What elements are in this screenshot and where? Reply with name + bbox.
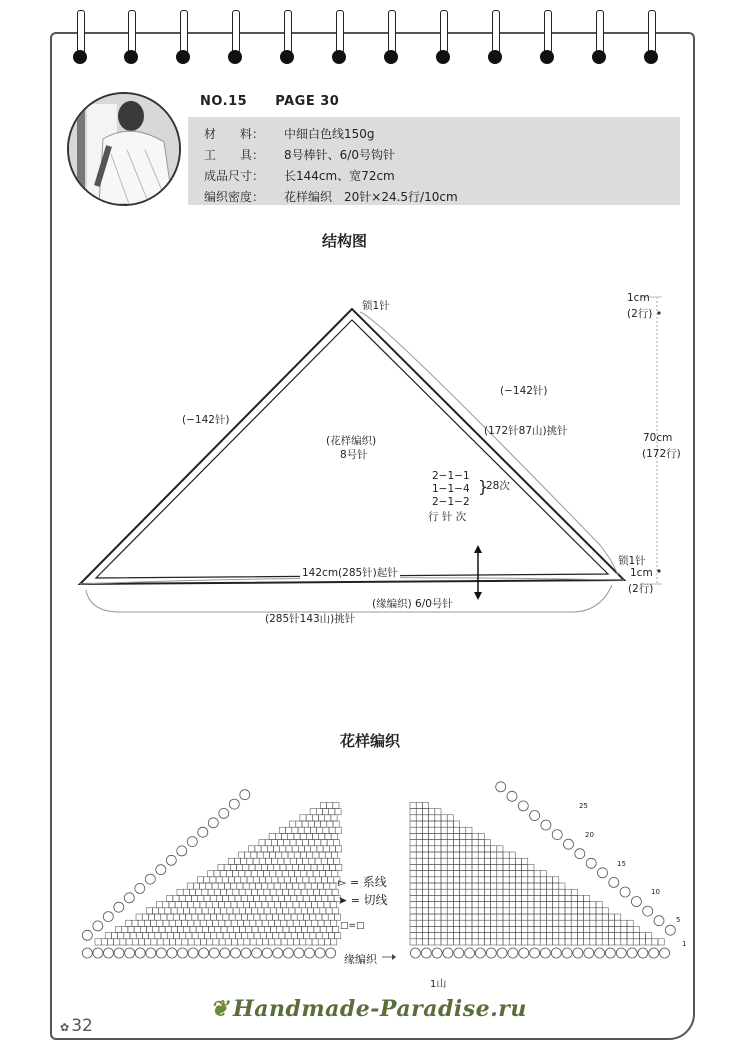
right-chain-label: 锁1针 <box>618 555 646 567</box>
decrease-row-3: 2−1−2 <box>432 496 470 508</box>
center-label-1: (花样编织) <box>326 435 377 447</box>
spec-material: 材 料： 中细白色线150g <box>204 127 375 141</box>
row-mark-1: 1 <box>682 940 687 948</box>
page-number: ✿ 32 <box>60 1016 93 1036</box>
dim-height-cm: 70cm <box>643 432 673 444</box>
pattern-number: NO.15 <box>200 94 248 109</box>
row-mark-5: 5 <box>676 916 681 924</box>
row-mark-10: 10 <box>651 888 660 896</box>
legend-join-yarn: ▻ = 系线 <box>338 875 387 889</box>
center-label-2: 8号针 <box>340 449 368 461</box>
watermark: ❦ Handmade-Paradise.ru <box>210 996 527 1022</box>
decrease-row-header: 行 针 次 <box>428 511 467 523</box>
row-mark-15: 15 <box>617 860 626 868</box>
decrease-row-2: 1−1−4 <box>432 483 470 495</box>
chart-grid <box>410 802 664 945</box>
dim-top-cm: 1cm <box>627 292 650 304</box>
spec-gauge: 编织密度： 花样编织 20针×24.5行/10cm <box>204 190 458 204</box>
diagram-title: 结构图 <box>322 232 368 250</box>
spec-tools: 工 具： 8号棒针、6/0号钩针 <box>204 148 395 162</box>
cast-on-label: 142cm(285针)起针 <box>302 567 398 579</box>
dim-top-rows: (2行) <box>627 308 653 320</box>
page-reference: PAGE 30 <box>275 94 340 109</box>
spec-size: 成品尺寸： 长144cm、宽72cm <box>204 169 395 183</box>
row-mark-20: 20 <box>585 831 594 839</box>
right-edge-label-2: (172针87山)挑针 <box>484 425 568 437</box>
legend-symbol-equal: □=□ <box>340 921 365 931</box>
decrease-times: 28次 <box>486 480 510 492</box>
dim-height-rows: (172行) <box>642 448 681 460</box>
repeat-unit-label: 1山 <box>430 979 447 990</box>
border-row-label: 缘编织 <box>344 953 377 966</box>
dim-bottom-rows: (2行) <box>628 583 654 595</box>
row-mark-25: 25 <box>579 802 588 810</box>
border-arrow-head <box>392 954 396 960</box>
dim-bottom-cm: 1cm <box>630 567 653 579</box>
decrease-row-1: 2−1−1 <box>432 470 470 482</box>
legend-cut-yarn: ➤ = 切线 <box>338 893 388 907</box>
leaf-icon: ❦ <box>210 996 229 1022</box>
right-edge-label-1: (−142针) <box>500 385 548 397</box>
decrease-bracket: } <box>478 477 489 496</box>
pick-up-label: (285针143山)挑针 <box>265 613 356 625</box>
left-edge-label: (−142针) <box>182 414 230 426</box>
top-chain-label: 锁1针 <box>362 300 390 312</box>
flower-icon: ✿ <box>60 1021 70 1034</box>
border-label: (缘编织) 6/0号针 <box>372 598 453 610</box>
chart-title: 花样编织 <box>340 732 401 750</box>
